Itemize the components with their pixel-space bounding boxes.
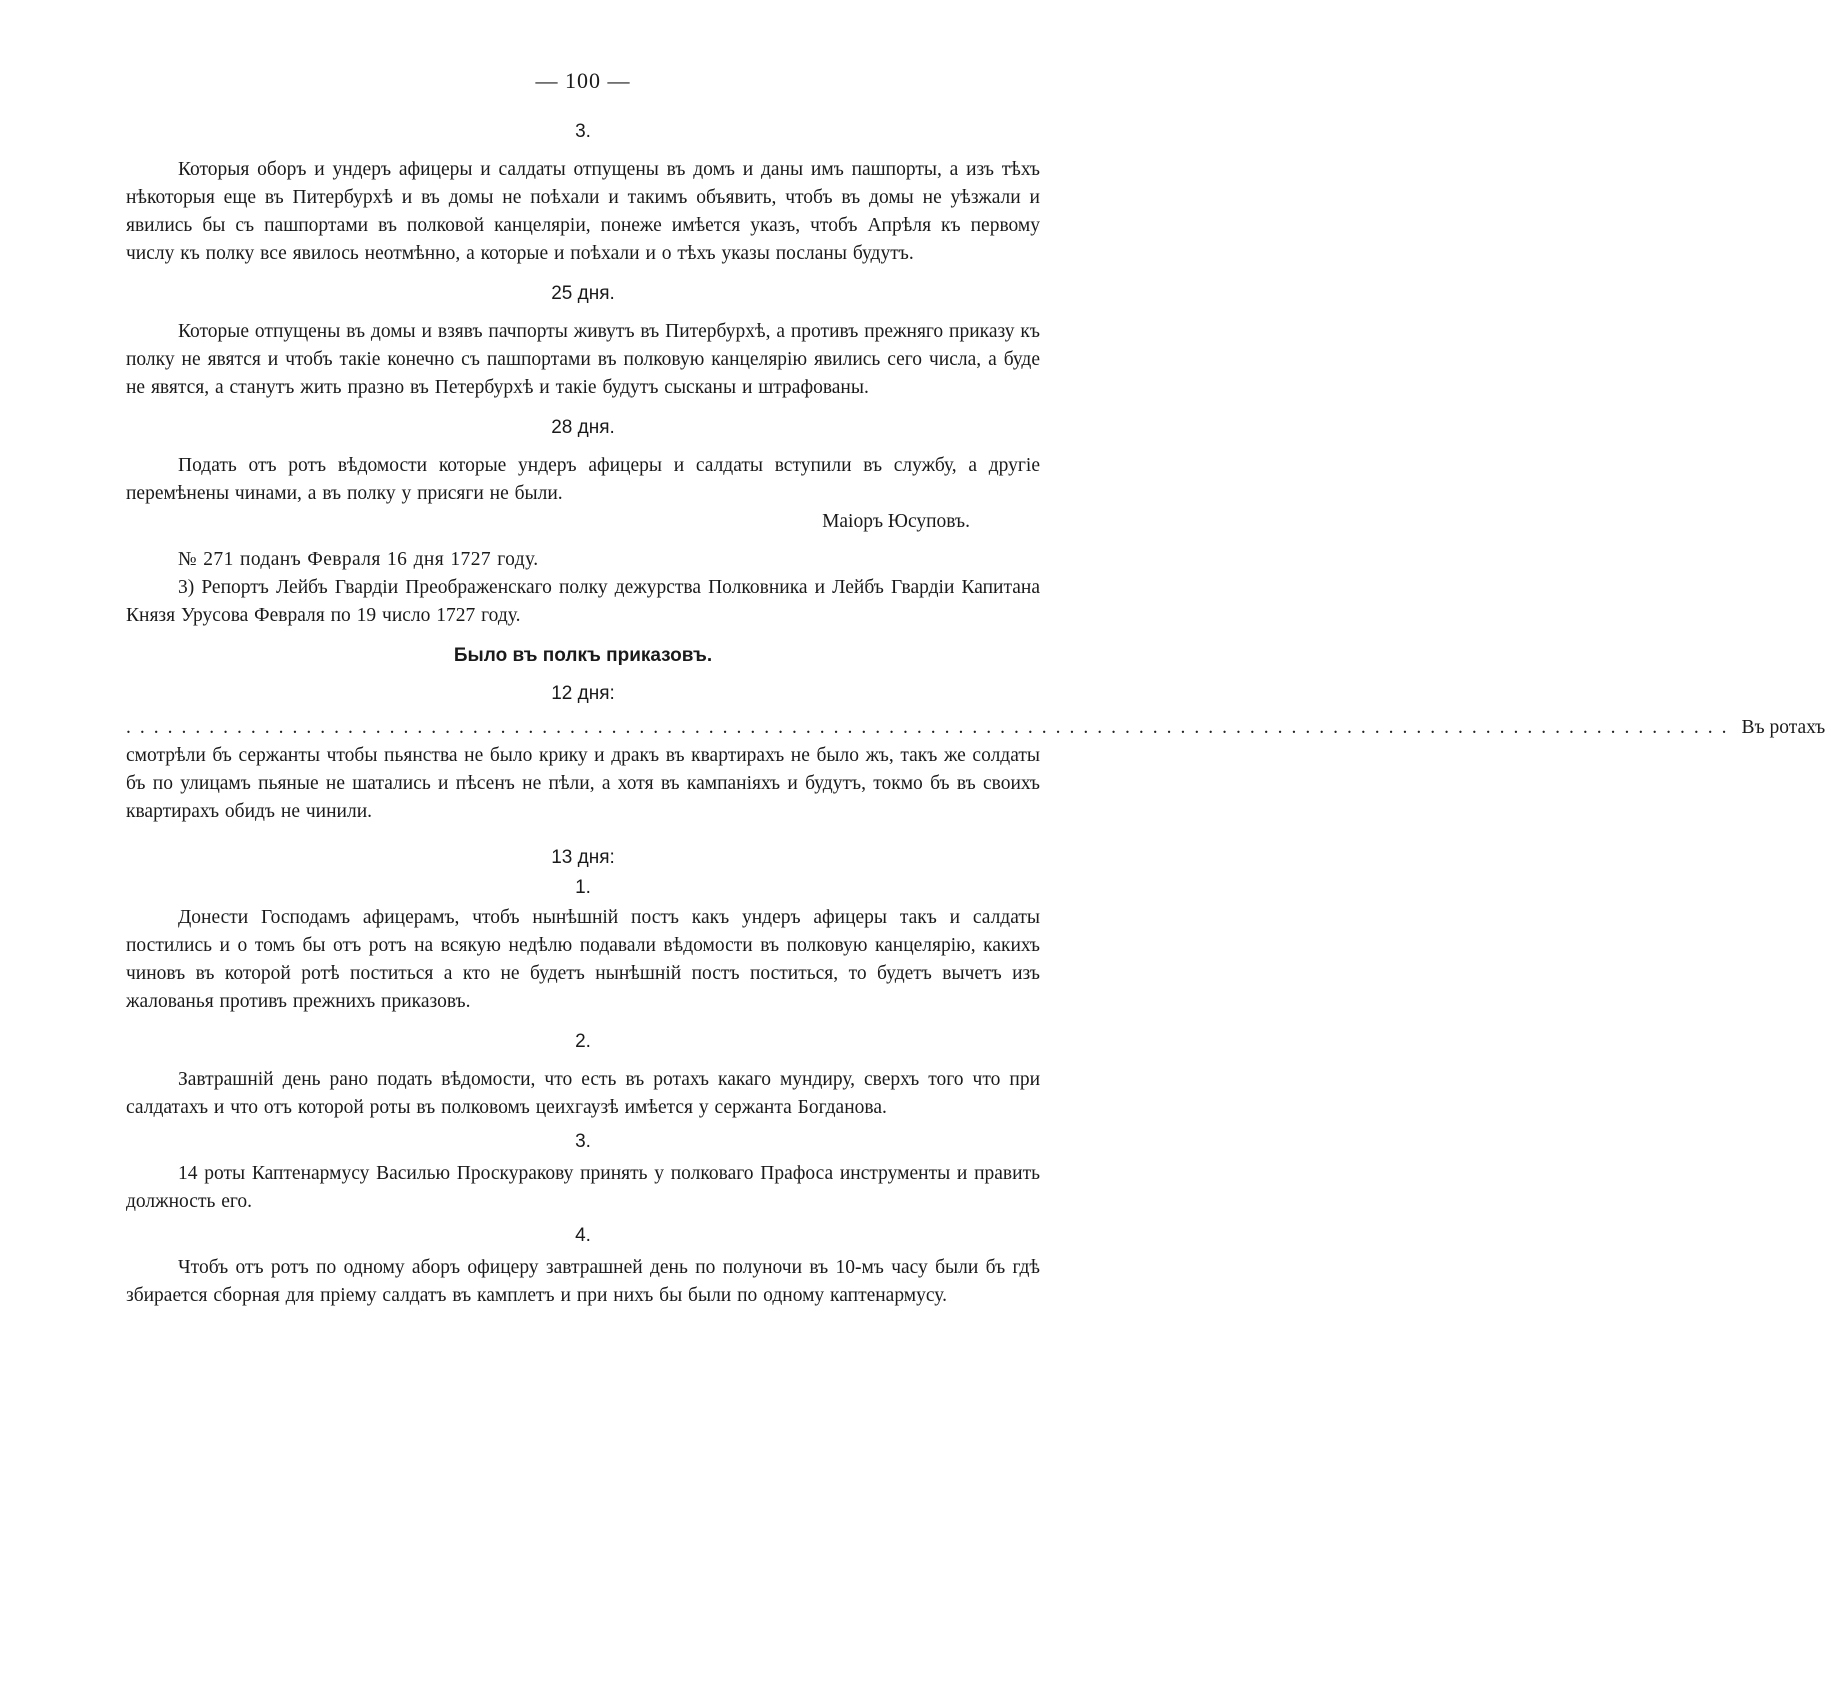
section-text-3: Которыя оборъ и ундеръ афицеры и салдаты отпущены въ домъ и даны имъ пашпорты, а изъ тѣхъ нѣкоторыя еще въ Питербурхѣ и въ домы не поѣхали и такимъ объявить, чтобъ въ домы не уѣзжали и явились бы съ пашпортами въ полковой канцеляріи, понеже имѣется указъ, чтобъ Апрѣля къ первому числу къ полку все явилось неотмѣнно, а которые и поѣхали и о тѣхъ указы посланы будутъ. <box>126 159 1040 264</box>
item-text-2: Завтрашній день рано подать вѣдомости, что есть въ ротахъ какаго мундиру, сверхъ того что при салдатахъ и что отъ которой роты въ полковомъ цеихгаузѣ имѣется у сержанта Богданова. <box>126 1069 1040 1118</box>
item-text-4: Чтобъ отъ ротъ по одному аборъ офицеру завтрашней день по полуночи въ 10-мъ часу были бъ гдѣ збирается сборная для пріему салдатъ въ камплетъ и при нихъ бы были по одному каптенармусу. <box>126 1257 1040 1306</box>
section-text-28: Подать отъ ротъ вѣдомости которые ундеръ афицеры и салдаты вступили въ службу, а другіе перемѣнены чинами, а въ полку у присяги не были. <box>126 455 1040 504</box>
item-number-1: 1. <box>575 877 591 898</box>
section-text-25: Которые отпущены въ домы и взявъ пачпорты живутъ въ Питербурхѣ, а противъ прежняго приказу къ полку не явятся и чтобъ такіе конечно съ пашпортами въ полковую канцелярію явились сего числа, а буде не явятся, а станутъ жить празно въ Петербурхѣ и такіе будутъ сысканы и штрафованы. <box>126 321 1040 398</box>
ellipsis-line <box>126 714 1825 742</box>
item-text-1: Донести Господамъ афицерамъ, чтобъ нынѣшній постъ какъ ундеръ афицеры такъ и салдаты постились и о томъ бы отъ ротъ на всякую недѣлю подавали вѣдомости въ полковую канцелярію, какихъ чиновъ въ которой ротѣ поститься а кто не будетъ нынѣшній постъ поститься, то будетъ вычетъ изъ жалованья противъ прежнихъ приказовъ. <box>126 907 1040 1012</box>
document-page <box>126 66 1825 1310</box>
ellipsis-line-tail: Въ ротахъ <box>1741 717 1825 738</box>
section-heading-3: 3. <box>575 121 591 142</box>
page-number: — 100 — <box>535 68 631 93</box>
signature: Маіоръ Юсуповъ. <box>822 511 970 532</box>
day12-text: смотрѣли бъ сержанты чтобы пьянства не было крику и дракъ въ квартирахъ не было жъ, такъ же солдаты бъ по улицамъ пьяные не шатались и пѣсенъ не пѣли, а хотя въ кампаніяхъ и будутъ, токмо бъ въ своихъ квартирахъ обидъ не чинили. <box>126 745 1040 822</box>
document-note: № 271 поданъ Февраля 16 дня 1727 году. <box>178 549 539 570</box>
item-number-3: 3. <box>575 1131 591 1152</box>
section-heading-28: 28 дня. <box>551 417 615 438</box>
report-title: 3) Репортъ Лейбъ Гвардіи Преображенскаго полку дежурства Полковника и Лейбъ Гвардіи Капитана Князя Урусова Февраля по 19 число 1727 году. <box>126 577 1040 626</box>
day12-heading: 12 дня: <box>551 683 615 704</box>
day13-heading: 13 дня: <box>551 847 615 868</box>
item-number-2: 2. <box>575 1031 591 1052</box>
item-text-3: 14 роты Каптенармусу Василью Проскуракову принять у полковаго Прафоса инструменты и править должность его. <box>126 1163 1040 1212</box>
item-number-4: 4. <box>575 1225 591 1246</box>
orders-title: Было въ полкъ приказовъ. <box>453 645 713 666</box>
omission-dots: .................................................................................................................... <box>126 717 1736 738</box>
section-heading-25: 25 дня. <box>551 283 615 304</box>
